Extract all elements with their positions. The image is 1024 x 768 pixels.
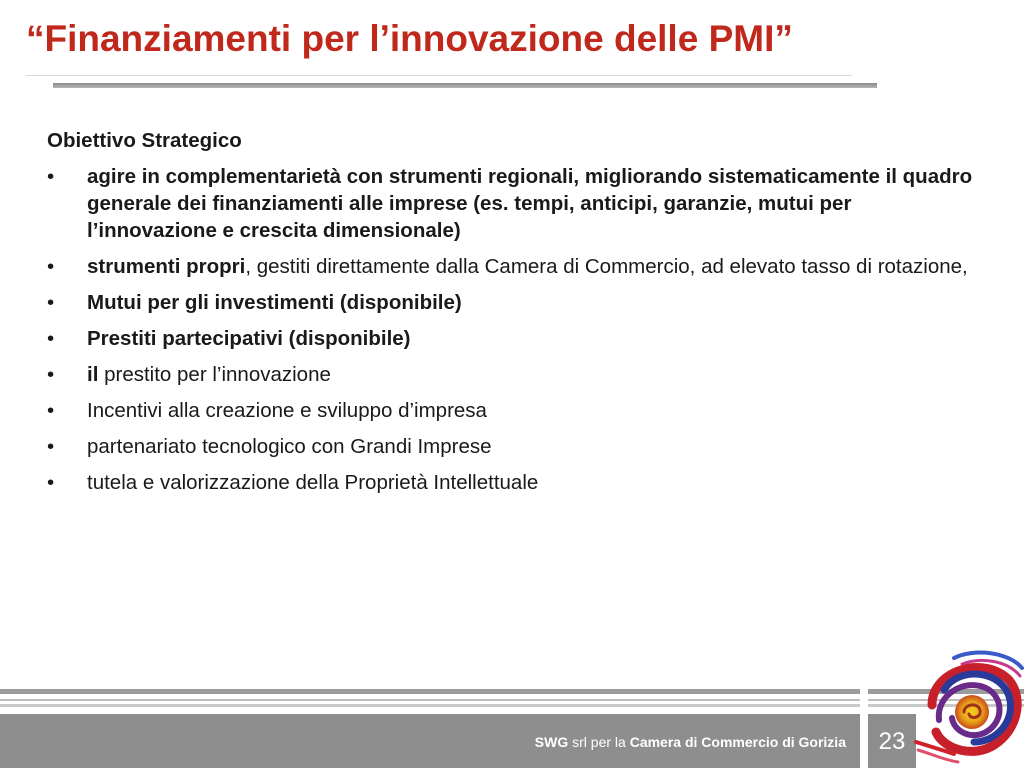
bullet-marker: • [47, 291, 55, 314]
bullet-text: , gestiti direttamente dalla Camera di Commercio, ad elevato tasso di rotazione, [245, 255, 968, 278]
bullet-marker: • [47, 327, 55, 350]
slide-title: “Finanziamenti per l’innovazione delle PMI” [26, 18, 793, 59]
bullet-list [47, 163, 977, 496]
bullet-marker: • [47, 435, 55, 458]
bullet-marker: • [47, 363, 55, 386]
bullet-item [47, 289, 977, 316]
bullet-marker: • [47, 399, 55, 422]
footer-credit [535, 734, 846, 750]
bullet-text: tutela e valorizzazione della Proprietà Intellettuale [87, 471, 539, 494]
bullet-bold-text: il [87, 363, 99, 386]
bullet-marker: • [47, 471, 55, 494]
bullet-bold-text: Mutui per gli investimenti (disponibile) [87, 291, 462, 314]
bullet-text: Incentivi alla creazione e sviluppo d’impresa [87, 399, 487, 422]
footer-divider [0, 704, 860, 707]
bullet-bold-text: agire in complementarietà con strumenti regionali, migliorando sistematicamente il quadro generale dei finanziamenti alle imprese (es. tempi, anticipi, garanzie, mutui per l’innovazione e crescita dimensionale) [87, 165, 973, 242]
bullet-bold-text: strumenti propri [87, 255, 246, 278]
bullet-text: partenariato tecnologico con Grandi Imprese [87, 435, 492, 458]
page-number-box [868, 714, 916, 768]
bullet-item [47, 253, 977, 280]
footer-client: Camera di Commercio di Gorizia [629, 734, 846, 750]
footer-company: SWG [534, 734, 569, 750]
subheading: Obiettivo Strategico [47, 129, 242, 152]
title-divider-thin [26, 75, 852, 76]
bullet-item [47, 361, 977, 388]
bullet-item [47, 469, 977, 496]
footer-middle-text: srl per la [568, 734, 630, 750]
footer-bar [0, 714, 860, 768]
footer-divider [0, 699, 860, 701]
bullet-item [47, 433, 977, 460]
bullet-marker: • [47, 255, 55, 278]
footer-divider [0, 689, 860, 694]
page-number: 23 [878, 728, 906, 755]
bullet-text: prestito per l’innovazione [98, 363, 331, 386]
bullet-item [47, 325, 977, 352]
swirl-logo-icon [914, 650, 1024, 768]
bullet-item [47, 163, 977, 244]
slide-content [47, 127, 977, 505]
bullet-item [47, 397, 977, 424]
bullet-bold-text: Prestiti partecipativi (disponibile) [87, 327, 411, 350]
title-divider-thick [53, 83, 877, 88]
bullet-marker: • [47, 165, 55, 188]
